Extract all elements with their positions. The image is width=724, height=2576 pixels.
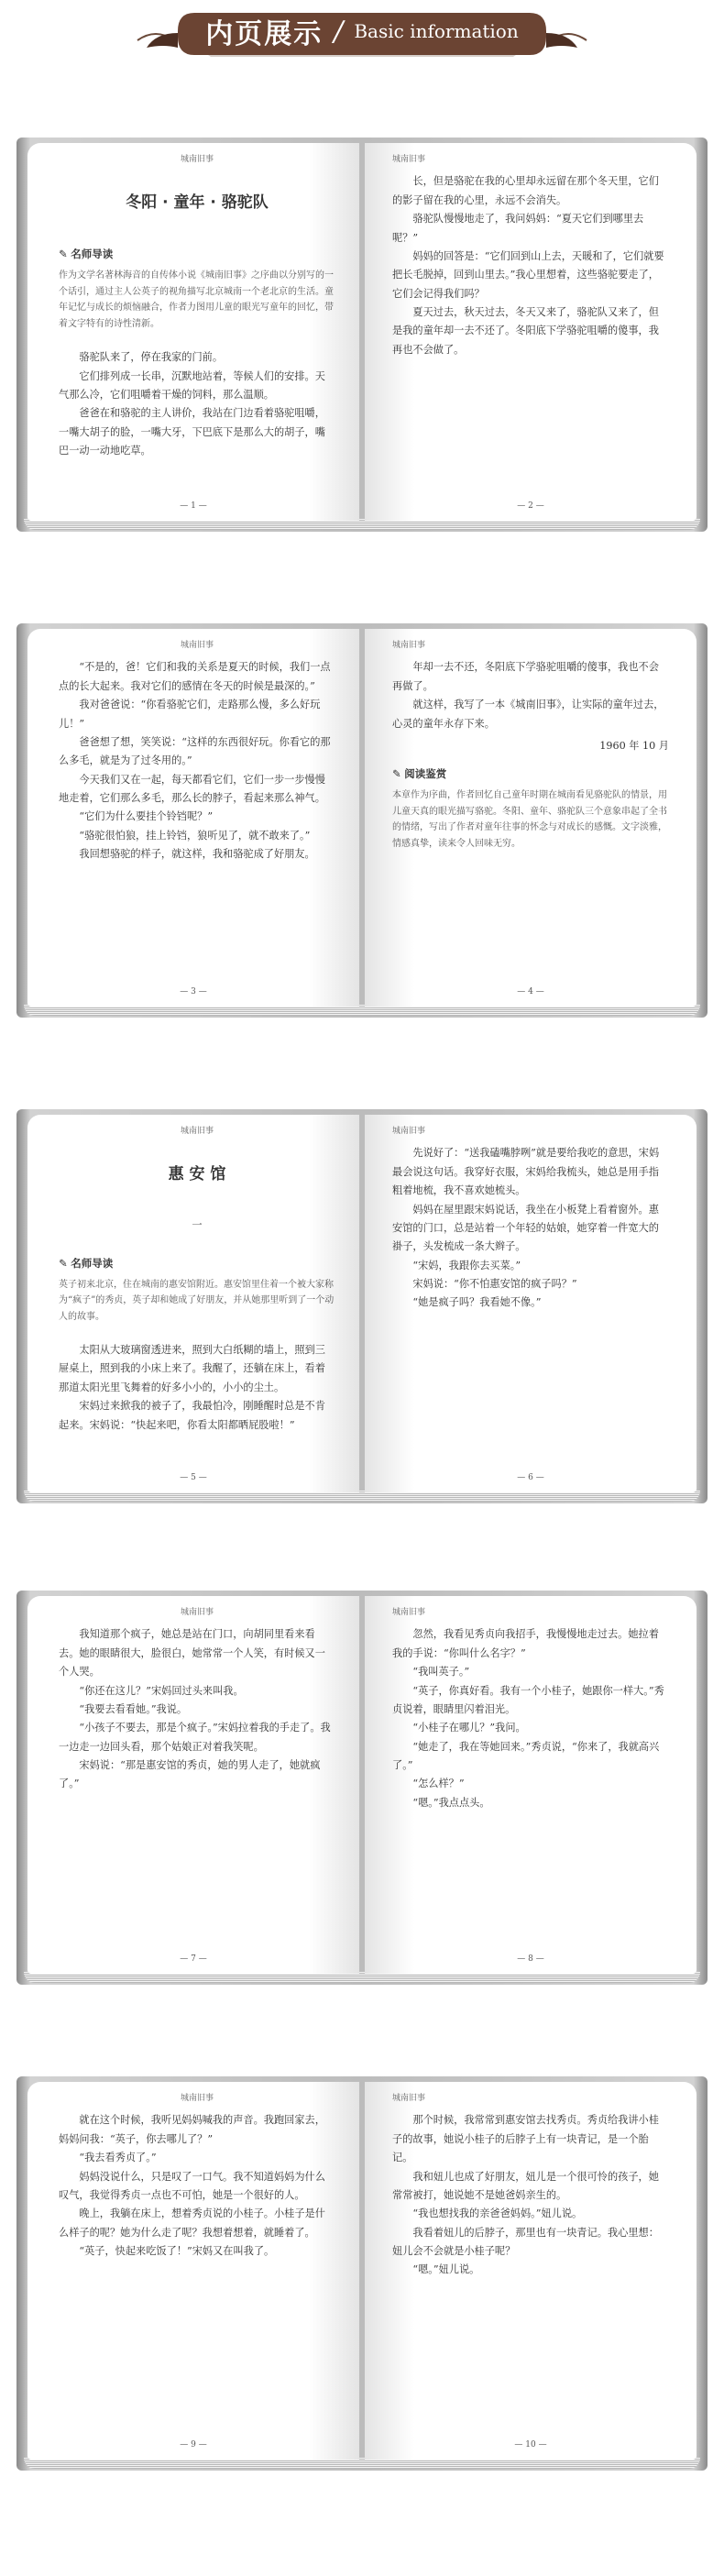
paragraph: 宋妈说：“那是惠安馆的秀贞，她的男人走了，她就疯了。” (59, 1759, 321, 1790)
paragraph: “英子，快起来吃饭了！”宋妈又在叫我了。 (79, 2245, 275, 2257)
header-title-zh: 内页展示 (205, 18, 324, 50)
paragraph: “英子，你真好看。我有一个小桂子，她跟你一样大。”秀贞说着，眼睛里闪着泪光。 (392, 1684, 664, 1715)
section-number: 一 (192, 1219, 203, 1232)
paragraph: “它们为什么要挂个铃铛呢？” (79, 810, 214, 823)
paragraph: “她是疯子吗？我看她不像。” (412, 1296, 542, 1309)
running-head: 城南旧事 (392, 1608, 426, 1617)
paragraph: “宋妈，我跟你去买菜。” (412, 1259, 521, 1271)
page-4 (365, 629, 697, 1007)
date-line: 1960 年 10 月 (599, 739, 669, 752)
paragraph: 我和妞儿也成了好朋友，妞儿是一个很可怜的孩子，她常常被打，她说她不是她爸妈亲生的。 (392, 2170, 659, 2201)
book-spread-3 (16, 1109, 708, 1503)
page-number: — 2 — (517, 501, 544, 511)
paragraph: 妈妈的回答是：“它们回到山上去，天暖和了，它们就要把长毛脱掉，回到山里去。”我心里想着，这些骆驼要走了，它们会记得我们吗？ (392, 249, 664, 300)
page-9 (27, 2082, 359, 2460)
page-number: — 5 — (180, 1472, 207, 1482)
page-7 (27, 1596, 359, 1974)
paragraph: 夏天过去，秋天过去，冬天又来了，骆驼队又来了，但是我的童年却一去不还了。冬阳底下学骆驼咀嚼的傻事，我再也不会做了。 (392, 306, 659, 356)
page-5 (27, 1115, 359, 1492)
paragraph: “我去看秀贞了。” (79, 2152, 157, 2164)
chapter-title: 惠 安 馆 (168, 1165, 226, 1184)
header-separator: / (334, 15, 344, 48)
running-head: 城南旧事 (180, 1608, 214, 1617)
running-head: 城南旧事 (180, 1127, 214, 1136)
paragraph: 妈妈在屋里跟宋妈说话，我坐在小板凳上看着窗外。惠安馆的门口，总是站着一个年轻的姑娘，她穿着一件宽大的褂子，头发梳成一条大辫子。 (392, 1203, 659, 1253)
paragraph: 骆驼队来了，停在我家的门前。 (79, 351, 224, 364)
paragraph: 它们排列成一长串，沉默地站着，等候人们的安排。天气那么冷，它们咀嚼着干燥的饲料，那么温顺。 (59, 369, 325, 401)
paragraph: 骆驼队慢慢地走了，我问妈妈：“夏天它们到哪里去呢？” (392, 213, 644, 244)
paragraph: 那个时候，我常常到惠安馆去找秀贞。秀贞给我讲小桂子的故事，她说小桂子的后脖子上有一块青记，是一个胎记。 (392, 2114, 659, 2164)
chapter-title: 冬阳 · 童年 · 骆驼队 (126, 193, 269, 213)
header-banner (0, 0, 724, 73)
page-number: — 6 — (517, 1472, 544, 1482)
paragraph: 我对爸爸说：“你看骆驼它们，走路那么慢，多么好玩儿！” (59, 699, 321, 730)
paragraph: “小桂子在哪儿？”我问。 (412, 1722, 526, 1734)
paragraph: 妈妈没说什么，只是叹了一口气。我不知道妈妈为什么叹气，我觉得秀贞一点也不可怕，她是一个很好的人。 (59, 2170, 325, 2201)
paragraph: “小孩子不要去，那是个疯子。”宋妈拉着我的手走了。我一边走一边回头看，那个姑娘正对着我笑呢。 (59, 1722, 331, 1753)
paragraph: 爸爸在和骆驼的主人讲价，我站在门边看着骆驼咀嚼，一嘴大胡子的脸，一嘴大牙，下巴底下是那么大的胡子，嘴巴一动一动地吃草。 (59, 407, 325, 457)
paragraph: “她走了，我在等她回来。”秀贞说，“你来了，我就高兴了。” (392, 1740, 660, 1771)
paragraph: 就在这个时候，我听见妈妈喊我的声音。我跑回家去，妈妈问我：“英子，你去哪儿了？” (59, 2114, 325, 2145)
paragraph: 我回想骆驼的样子，就这样，我和骆驼成了好朋友。 (79, 848, 315, 861)
book-spread-1 (16, 138, 708, 532)
guide-text: 本章作为序曲，作者回忆自己童年时期在城南看见骆驼队的情景，用儿童天真的眼光描写骆驼。冬阳、童年、骆驼队三个意象串起了全书的情绪，写出了作者对童年往事的怀念与对成长的感慨。文字淡雅，情感真挚，读来令人回味无穷。 (392, 790, 667, 849)
paragraph: “嗯。”妞儿说。 (412, 2263, 480, 2276)
book-spread-5 (16, 2076, 708, 2471)
page-8 (365, 1596, 697, 1974)
book-spread-4 (16, 1591, 708, 1985)
page-number: — 4 — (517, 986, 544, 996)
paragraph: 晚上，我躺在床上，想着秀贞说的小桂子。小桂子是什么样子的呢？她为什么走了呢？我想着想着，就睡着了。 (59, 2207, 325, 2239)
running-head: 城南旧事 (392, 2094, 426, 2103)
paragraph: 我知道那个疯子，她总是站在门口，向胡同里看来看去。她的眼睛很大，脸很白，她常常一个人笑，有时候又一个人哭。 (59, 1628, 325, 1679)
paragraph: 就这样，我写了一本《城南旧事》，让实际的童年过去，心灵的童年永存下来。 (392, 699, 664, 730)
paragraph: 我看着妞儿的后脖子，那里也有一块青记。我心里想：妞儿会不会就是小桂子呢？ (392, 2226, 659, 2257)
paragraph: 长，但是骆驼在我的心里却永远留在那个冬天里，它们的影子留在我的心里，永远不会消失。 (392, 175, 659, 206)
paragraph: “我叫英子。” (412, 1666, 470, 1679)
paragraph: “不是的，爸！它们和我的关系是夏天的时候，我们一点点的长大起来。我对它们的感情在冬天的时候是最深的。” (59, 661, 331, 692)
paragraph: “嗯。”我点点头。 (412, 1796, 490, 1809)
page-3 (27, 629, 359, 1007)
paragraph: 宋妈过来掀我的被子了，我最怕冷，刚睡醒时总是不肯起来。宋妈说：“快起来吧，你看太阳都晒屁股啦！” (59, 1400, 325, 1431)
guide-label: ✎ 名师导读 (59, 245, 335, 264)
guide-text: 英子初来北京，住在城南的惠安馆附近。惠安馆里住着一个被大家称为“疯子”的秀贞，英子却和她成了好朋友，并从她那里听到了一个动人的故事。 (59, 1279, 335, 1322)
running-head: 城南旧事 (180, 641, 214, 650)
paragraph: “我也想找我的亲爸爸妈妈。”妞儿说。 (412, 2207, 583, 2220)
book-spread-2 (16, 623, 708, 1018)
guide-label: ✎ 名师导读 (59, 1254, 335, 1273)
page-number: — 10 — (514, 2439, 547, 2449)
page-number: — 3 — (180, 986, 207, 996)
guide-text: 作为文学名著林海音的自传体小说《城南旧事》之序曲以分别写的一个话引，通过主人公英子的视角描写北京城南一个老北京的生活。童年记忆与成长的烦恼融合，作者力图用儿童的眼光写童年的回忆，带着文字特有的诗性清新。 (59, 270, 334, 329)
page-number: — 9 — (180, 2439, 207, 2449)
running-head: 城南旧事 (392, 155, 426, 164)
page-6 (365, 1115, 697, 1492)
running-head: 城南旧事 (392, 641, 426, 650)
running-head: 城南旧事 (180, 2094, 214, 2103)
page-number: — 8 — (517, 1954, 544, 1964)
header-title-en: Basic information (354, 20, 519, 42)
paragraph: 今天我们又在一起，每天都看它们，它们一步一步慢慢地走着，它们那么多毛，那么长的脖子，看起来那么神气。 (59, 773, 325, 804)
paragraph: 太阳从大玻璃窗透进来，照到大白纸糊的墙上，照到三屉桌上，照到我的小床上来了。我醒了，还躺在床上，看着那道太阳光里飞舞着的好多小小的，小小的尘土。 (59, 1344, 325, 1393)
paragraph: 忽然，我看见秀贞向我招手，我慢慢地走过去。她拉着我的手说：“你叫什么名字？” (392, 1628, 659, 1659)
paragraph: “怎么样？” (412, 1778, 465, 1790)
running-head: 城南旧事 (180, 155, 214, 164)
page-number: — 1 — (180, 501, 207, 511)
paragraph: “骆驼很怕狼，挂上铃铛，狼听见了，就不敢来了。” (79, 829, 311, 842)
paragraph: 爸爸想了想，笑笑说：“这样的东西很好玩。你看它的那么多毛，就是为了过冬用的。” (59, 735, 331, 767)
paragraph: 宋妈说：“你不怕惠安馆的疯子吗？” (412, 1278, 577, 1290)
paragraph: “你还在这儿？”宋妈回过头来叫我。 (79, 1684, 244, 1697)
paragraph: 先说好了：“送我磕嘴脖咧”就是要给我吃的意思，宋妈最会说这句话。我穿好衣服，宋妈给我梳头，她总是用手指粗着地梳，我不喜欢她梳头。 (392, 1147, 660, 1197)
paragraph: 年却一去不还，冬阳底下学骆驼咀嚼的傻事，我也不会再做了。 (392, 661, 659, 692)
page-10 (365, 2082, 697, 2460)
page-2 (365, 143, 697, 521)
page-1 (27, 143, 359, 521)
paragraph: “我要去看看她。”我说。 (79, 1702, 188, 1715)
running-head: 城南旧事 (392, 1127, 426, 1136)
page-number: — 7 — (180, 1954, 207, 1964)
guide-label: ✎ 阅读鉴赏 (392, 765, 669, 784)
